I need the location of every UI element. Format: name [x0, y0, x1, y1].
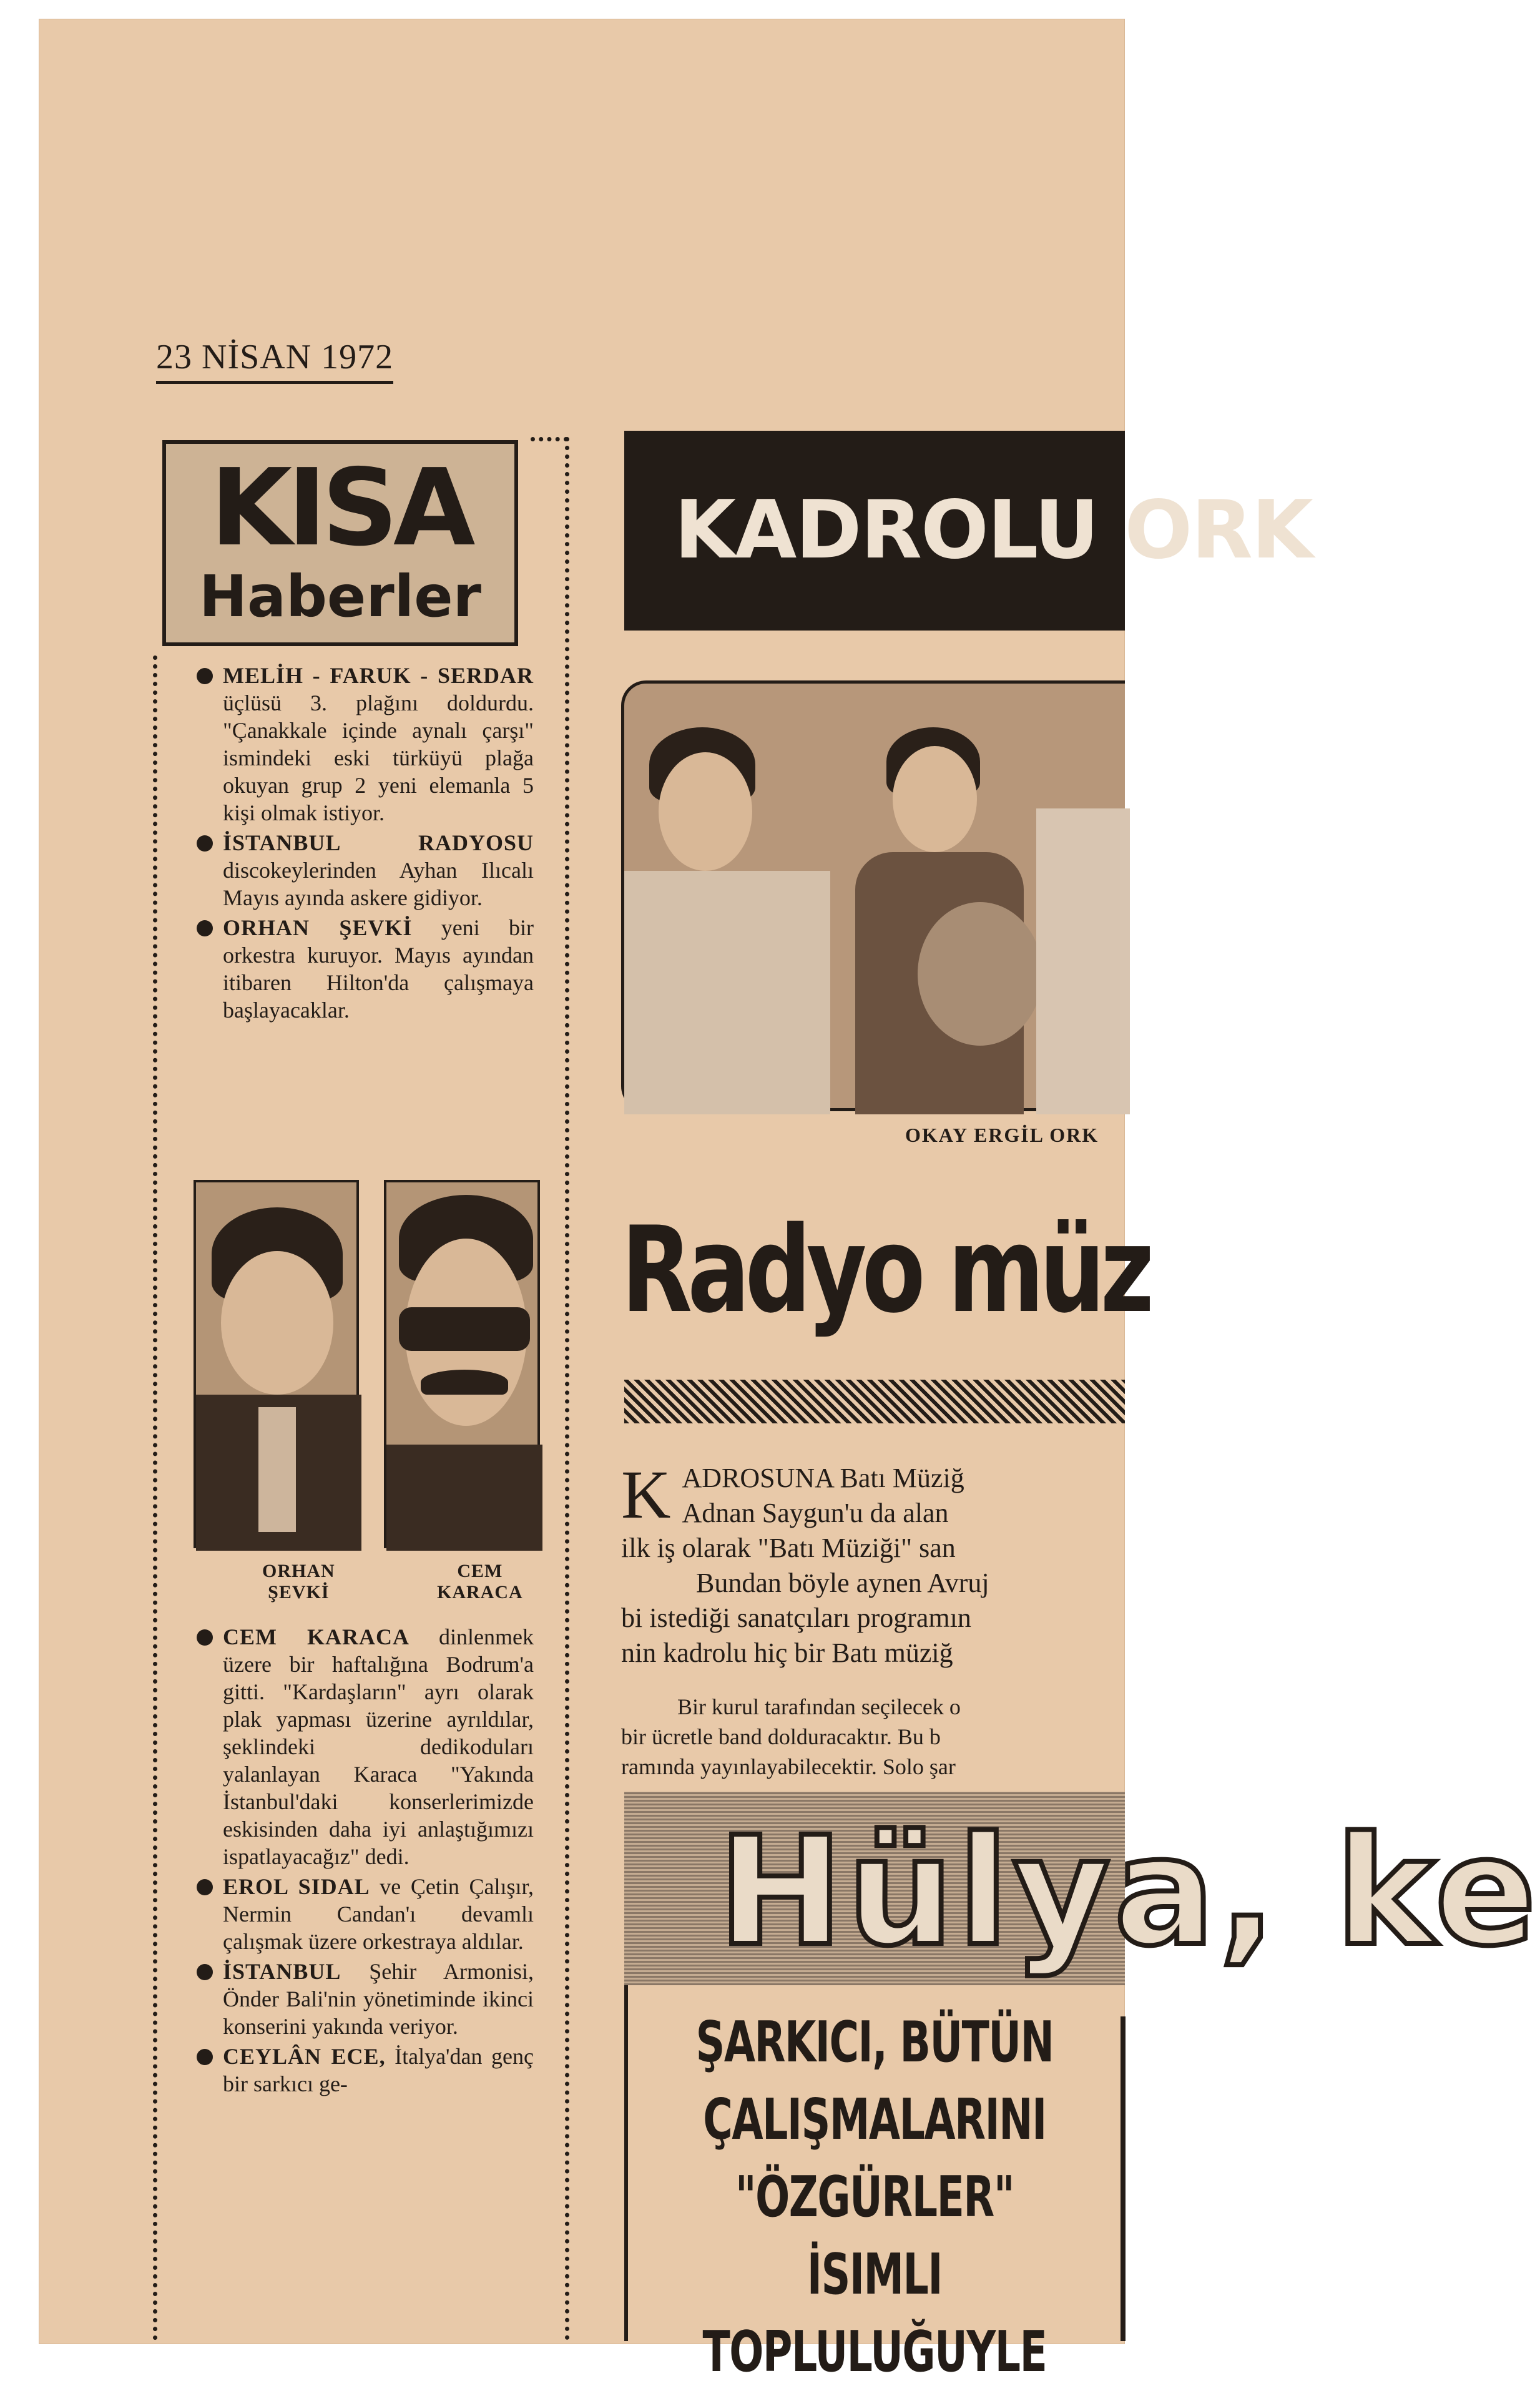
group-photo-caption: OKAY ERGİL ORK — [905, 1124, 1099, 1146]
hulya-title-block — [624, 1792, 1540, 1985]
bullet-icon — [197, 835, 213, 852]
top-dotted-border — [531, 437, 568, 441]
news-item — [197, 914, 534, 1024]
bullet-icon — [197, 1629, 213, 1646]
band-group-photo — [621, 680, 1125, 1111]
article-subheadline — [624, 2004, 1125, 2391]
hatched-divider — [624, 1380, 1125, 1423]
logo-title: KISA — [210, 446, 471, 570]
news-item-text: ve Çetin Çalışır, Nermin Candan'ı devamlı çalışmak üzere orkestraya aldılar. — [223, 1874, 534, 1954]
bullet-icon — [197, 668, 213, 684]
news-item-lead: CEYLÂN ECE, — [223, 2044, 386, 2069]
article-line: ilk iş olarak "Batı Müziği" san — [621, 1533, 956, 1563]
subhead-line: "ÖZGÜRLER" İSIMLI — [735, 2164, 1014, 2307]
article-body — [621, 1456, 1125, 1671]
article-line: Bir kurul tarafından seçilecek o — [677, 1694, 961, 1719]
kisa-haberler-logo — [162, 440, 518, 646]
date-line: 23 NİSAN 1972 — [156, 337, 393, 384]
photo-caption-right: CEM KARACA — [437, 1561, 523, 1603]
news-item-text: discokeylerinden Ayhan Ilıcalı Mayıs ayında askere gidiyor. — [223, 858, 534, 910]
column-dotted-divider — [565, 437, 569, 2341]
article-line: nin kadrolu hiç bir Batı müziğ — [621, 1637, 953, 1668]
news-item-lead: ORHAN ŞEVKİ — [223, 915, 413, 940]
article-body-small — [621, 1692, 1125, 1782]
article-headline: Radyo müz — [621, 1201, 1150, 1339]
article-line: ramında yayınlayabilecektir. Solo şar — [621, 1754, 956, 1779]
news-item — [197, 1873, 534, 1955]
photo-caption-left: ORHAN ŞEVKİ — [262, 1561, 335, 1603]
portrait-photo-cem-karaca — [384, 1180, 540, 1548]
subhead-line: TOPLULUĞUYLE — [702, 2319, 1047, 2385]
news-item — [197, 2043, 534, 2098]
news-item-lead: MELİH - FARUK - SERDAR — [223, 663, 534, 688]
logo-subtitle: Haberler — [199, 563, 481, 630]
news-item — [197, 1623, 534, 1870]
left-dotted-border — [153, 655, 157, 2341]
article-line: ADROSUNA Batı Müziğ — [682, 1463, 964, 1493]
article-line: Bundan böyle aynen Avruj — [696, 1568, 989, 1598]
hulya-title: Hülya, ke — [718, 1804, 1540, 1979]
news-item-text: yeni bir orkestra kuruyor. Mayıs ayından itibaren Hilton'da çalışmaya başlayacaklar. — [223, 915, 534, 1023]
article-line: Adnan Saygun'u da alan — [682, 1498, 949, 1528]
bullet-icon — [197, 1964, 213, 1980]
news-item-lead: EROL SIDAL — [223, 1874, 370, 1899]
banner — [624, 431, 1312, 631]
news-item-text: dinlenmek üzere bir haftalığına Bodrum'a gitti. "Kardaşların" ayrı olarak plak yapması üzerine ayrıldılar, şeklindeki dedikoduları yalanlayan Karaca "Yakında İstanbul'daki konserlerimizde eskisinden daha iyi anlaştığımızı ispatlayacağız" dedi. — [223, 1624, 534, 1869]
article-line: bir ücretle band dolduracaktır. Bu b — [621, 1724, 941, 1749]
bullet-icon — [197, 920, 213, 936]
article-line: bi istediği sanatçıları programın — [621, 1603, 971, 1633]
news-item — [197, 1958, 534, 2040]
news-item-text: Şehir Armonisi, Önder Bali'nin yönetiminde ikinci konserini yakında veriyor. — [223, 1959, 534, 2039]
bullet-icon — [197, 1879, 213, 1895]
news-item — [197, 662, 534, 827]
drop-cap: K — [621, 1456, 671, 1533]
bullet-icon — [197, 2049, 213, 2065]
news-item-lead: İSTANBUL — [223, 1959, 341, 1984]
news-item — [197, 829, 534, 911]
news-item-lead: İSTANBUL RADYOSU — [223, 830, 534, 855]
news-item-text: üçlüsü 3. plağını doldurdu. "Çanakkale içinde aynalı çarşı" ismindeki eski türküyü plağa okuyan grup 2 yeni elemanla 5 kişi olmak istiyor. — [223, 690, 534, 825]
news-item-text: İtalya'dan genç bir sarkıcı ge- — [223, 2044, 534, 2096]
banner-title: KADROLU ORK — [674, 484, 1312, 577]
subhead-line: ÇALIŞMALARINI — [703, 2087, 1046, 2153]
news-item-lead: CEM KARACA — [223, 1624, 410, 1649]
subhead-line: ŞARKICI, BÜTÜN — [695, 2010, 1054, 2075]
news-list-bottom — [197, 1623, 534, 2100]
portrait-photo-orhan-sevki — [194, 1180, 359, 1548]
news-list-top — [197, 662, 534, 1026]
